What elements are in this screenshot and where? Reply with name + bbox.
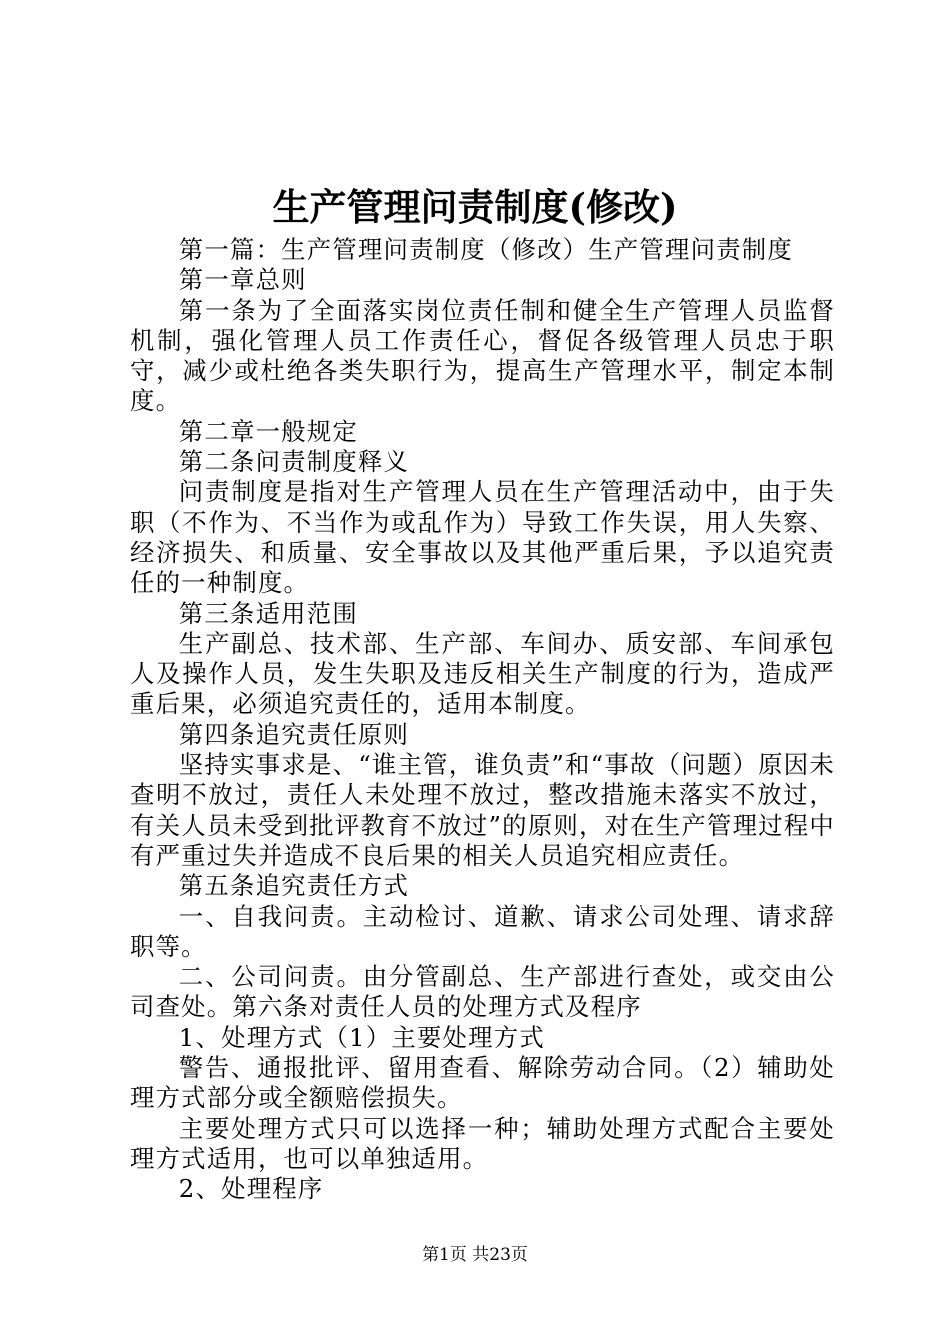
paragraph: 坚持实事求是、“谁主管，谁负责”和“事故（问题）原因未查明不放过，责任人未处理不放过，整改措施未落实不放过，有关人员未受到批评教育不放过”的原则，对在生产管理过程中有严重过失并造成不良后果的相关人员追究相应责任。 [130, 750, 835, 870]
paragraph: 生产副总、技术部、生产部、车间办、质安部、车间承包人及操作人员，发生失职及违反相关生产制度的行为，造成严重后果，必须追究责任的，适用本制度。 [130, 628, 835, 719]
chapter-heading: 第一章总则 [178, 265, 307, 295]
paragraph: 问责制度是指对生产管理人员在生产管理活动中，由于失职（不作为、不当作为或乱作为）导致工作失误，用人失察、经济损失、和质量、安全事故以及其他严重后果，予以追究责任的一种制度。 [130, 477, 835, 598]
article-heading: 第五条追究责任方式 [178, 871, 410, 901]
paragraph: 第一条为了全面落实岗位责任制和健全生产管理人员监督机制，强化管理人员工作责任心，督促各级管理人员忠于职守，减少或杜绝各类失职行为，提高生产管理水平，制定本制度。 [130, 295, 835, 416]
paragraph: 主要处理方式只可以选择一种；辅助处理方式配合主要处理方式适用，也可以单独适用。 [130, 1113, 835, 1173]
paragraph: 警告、通报批评、留用查看、解除劳动合同。（2）辅助处理方式部分或全额赔偿损失。 [130, 1053, 835, 1113]
article-heading: 第四条追究责任原则 [178, 719, 410, 749]
document-title: 生产管理问责制度(修改) [272, 185, 678, 229]
article-heading: 第三条适用范围 [178, 598, 358, 628]
document-body [130, 235, 835, 1205]
paragraph: 一、自我问责。主动检讨、道歉、请求公司处理、请求辞职等。 [130, 901, 835, 961]
article-heading: 第二条问责制度释义 [178, 447, 410, 477]
page-number-footer: 第1页 共23页 [422, 1245, 528, 1265]
paragraph: 二、公司问责。由分管副总、生产部进行查处，或交由公司查处。第六条对责任人员的处理方式及程序 [130, 962, 835, 1022]
paragraph: 2、处理程序 [178, 1174, 324, 1204]
paragraph: 1、处理方式（1）主要处理方式 [178, 1022, 545, 1052]
paragraph: 第一篇：生产管理问责制度（修改）生产管理问责制度 [178, 235, 793, 264]
chapter-heading: 第二章一般规定 [178, 416, 358, 446]
